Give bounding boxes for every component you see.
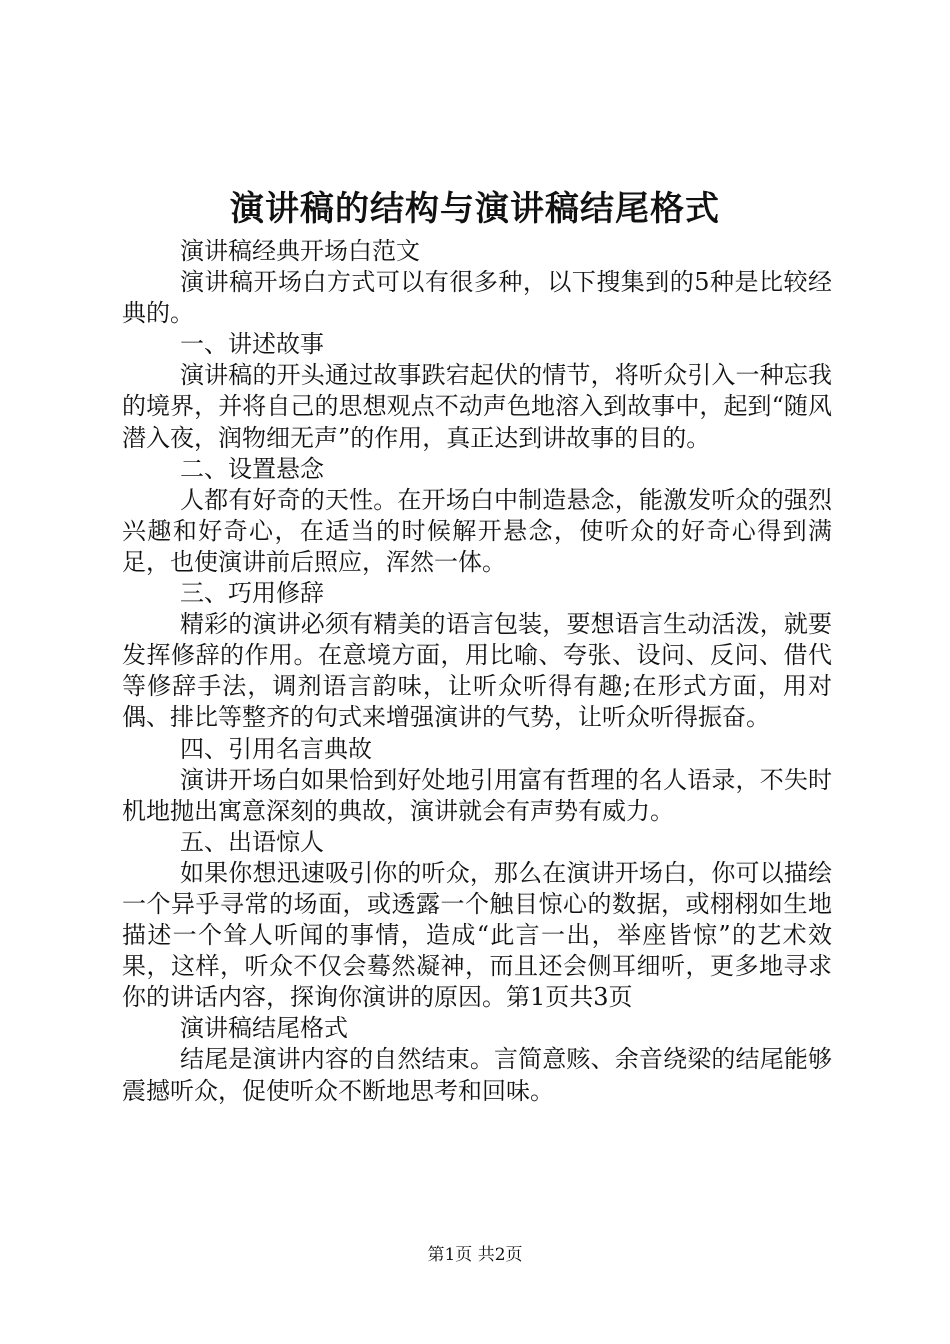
paragraph: 结尾是演讲内容的自然结束。言简意赅、余音绕梁的结尾能够震撼听众，促使听众不断地思考和回味。 [122, 1045, 832, 1105]
document-body [122, 236, 832, 1107]
page-footer: 第1页 共2页 [427, 1245, 523, 1265]
paragraph: 如果你想迅速吸引你的听众，那么在演讲开场白，你可以描绘一个异乎寻常的场面，或透露一个触目惊心的数据，或栩栩如生地描述一个耸人听闻的事情，造成“此言一出，举座皆惊”的艺术效果，这样，听众不仅会蓦然凝神，而且还会侧耳细听，更多地寻求你的讲话内容，探询你演讲的原因。第1页共3页 [122, 858, 832, 1012]
section-heading: 一、讲述故事 [180, 330, 324, 359]
document-title: 演讲稿的结构与演讲稿结尾格式 [230, 189, 720, 229]
paragraph: 精彩的演讲必须有精美的语言包装，要想语言生动活泼，就要发挥修辞的作用。在意境方面，用比喻、夸张、设问、反问、借代等修辞手法，调剂语言韵味，让听众听得有趣;在形式方面，用对偶、排比等整齐的句式来增强演讲的气势，让听众听得振奋。 [122, 610, 832, 732]
section-heading: 演讲稿结尾格式 [180, 1014, 348, 1043]
section-heading: 三、巧用修辞 [180, 579, 324, 608]
section-heading: 二、设置悬念 [180, 454, 324, 483]
paragraph: 演讲稿开场白方式可以有很多种，以下搜集到的5种是比较经典的。 [122, 268, 832, 328]
section-heading: 演讲稿经典开场白范文 [180, 237, 420, 265]
section-heading: 四、引用名言典故 [180, 734, 372, 763]
paragraph: 人都有好奇的天性。在开场白中制造悬念，能激发听众的强烈兴趣和好奇心，在适当的时候解开悬念，使听众的好奇心得到满足，也使演讲前后照应，浑然一体。 [122, 485, 832, 576]
paragraph: 演讲开场白如果恰到好处地引用富有哲理的名人语录，不失时机地抛出寓意深刻的典故，演讲就会有声势有威力。 [122, 765, 832, 825]
section-heading: 五、出语惊人 [180, 827, 324, 856]
paragraph: 演讲稿的开头通过故事跌宕起伏的情节，将听众引入一种忘我的境界，并将自己的思想观点不动声色地溶入到故事中，起到“随风潜入夜，润物细无声”的作用，真正达到讲故事的目的。 [122, 361, 832, 452]
